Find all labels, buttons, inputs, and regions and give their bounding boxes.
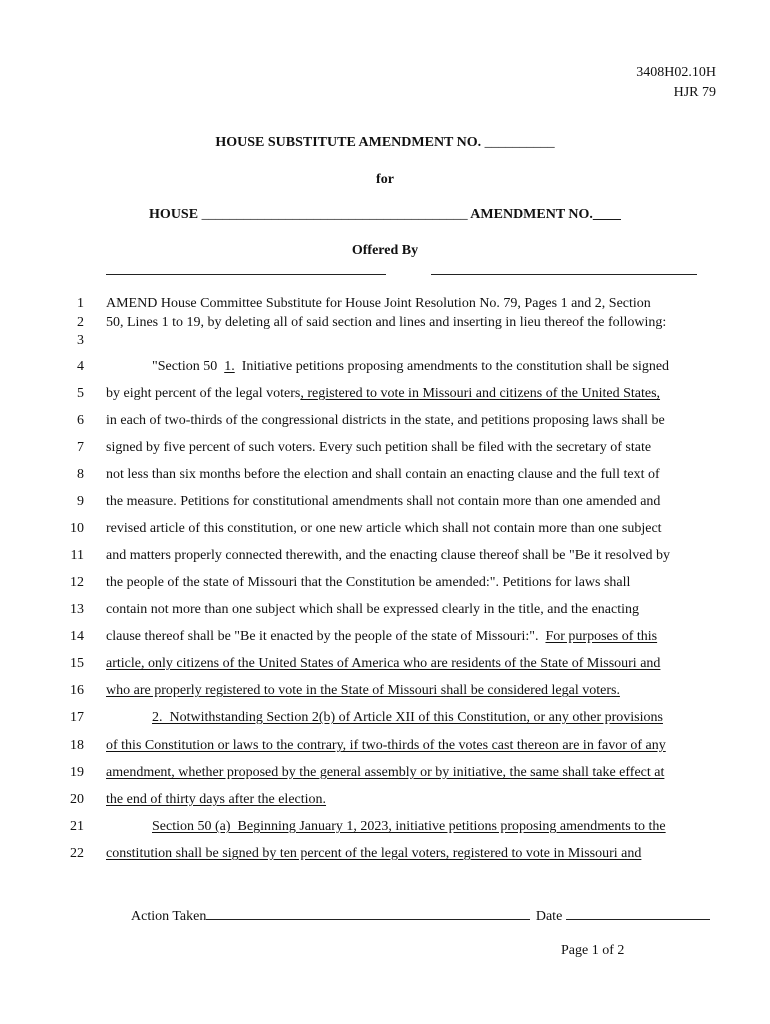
line-text-inserted: 1. <box>224 359 235 374</box>
line-text <box>106 629 657 645</box>
line-text-inserted: of this Constitution or laws to the contrary, if two-thirds of the votes cast thereon are in favor of any <box>106 738 666 753</box>
sponsor-signature-line-left <box>106 262 386 275</box>
line-number: 15 <box>70 656 84 671</box>
line-text: AMEND House Committee Substitute for House Joint Resolution No. 79, Pages 1 and 2, Section <box>106 296 651 311</box>
line-number: 19 <box>70 765 84 780</box>
line-text: the measure. Petitions for constitutional amendments shall not contain more than one amended and <box>106 494 661 509</box>
line-text: 50, Lines 1 to 19, by deleting all of said section and lines and inserting in lieu thereof the following: <box>106 315 667 330</box>
date-label: Date <box>535 909 563 924</box>
line-number: 18 <box>70 738 84 753</box>
line-text <box>152 359 669 375</box>
line-text <box>152 819 666 835</box>
house-blank: ______________________________________ <box>201 207 468 222</box>
line-number: 22 <box>70 846 84 861</box>
line-text <box>106 846 641 862</box>
line-number: 1 <box>77 296 84 311</box>
line-text-inserted: amendment, whether proposed by the general assembly or by initiative, the same shall take effect at <box>106 765 665 780</box>
bill-number: HJR 79 <box>673 85 716 100</box>
line-number: 5 <box>77 386 84 401</box>
line-number: 2 <box>77 315 84 330</box>
line-number: 4 <box>77 359 84 374</box>
line-text <box>106 765 664 781</box>
line-text: signed by five percent of such voters. Every such petition shall be filed with the secretary of state <box>106 440 652 455</box>
line-number: 12 <box>70 575 84 590</box>
line-text-plain: Initiative petitions proposing amendments to the constitution shall be signed <box>234 359 670 374</box>
line-number: 6 <box>77 413 84 428</box>
line-number: 3 <box>77 333 84 348</box>
line-text-inserted: article, only citizens of the United States of America who are residents of the State of Missouri and <box>106 656 661 671</box>
line-text: in each of two-thirds of the congressional districts in the state, and petitions proposing laws shall be <box>106 413 665 428</box>
document-code: 3408H02.10H <box>636 65 716 80</box>
line-number: 10 <box>70 521 84 536</box>
line-number: 20 <box>70 792 84 807</box>
action-taken-row <box>131 907 710 925</box>
line-text <box>106 683 620 699</box>
house-amendment-suffix: AMENDMENT NO.____ <box>470 207 621 222</box>
line-text <box>152 710 663 726</box>
for-line: for <box>376 172 394 187</box>
amendment-title <box>0 135 770 151</box>
line-text <box>106 738 666 754</box>
line-text <box>106 792 326 808</box>
amendment-number-blank: __________ <box>484 135 555 150</box>
line-number: 21 <box>70 819 84 834</box>
line-number: 17 <box>70 710 84 725</box>
line-number: 11 <box>70 548 84 563</box>
page-number: Page 1 of 2 <box>561 943 625 958</box>
line-text: revised article of this constitution, or one new article which shall not contain more than one subject <box>106 521 662 536</box>
line-text-inserted: , registered to vote in Missouri and citizens of the United States, <box>300 386 661 401</box>
line-text-inserted: who are properly registered to vote in the State of Missouri shall be considered legal voters. <box>106 683 620 698</box>
action-taken-label: Action Taken <box>131 909 207 924</box>
line-text <box>106 656 660 672</box>
line-text-plain: clause thereof shall be "Be it enacted by the people of the state of Missouri:". <box>106 629 546 644</box>
action-taken-blank <box>206 907 530 920</box>
line-number: 9 <box>77 494 84 509</box>
line-text-plain: "Section 50 <box>152 359 225 374</box>
house-label: HOUSE <box>149 207 199 222</box>
line-number: 7 <box>77 440 84 455</box>
sponsor-signature-line-right <box>431 262 697 275</box>
house-amendment-line <box>0 207 770 223</box>
line-text: and matters properly connected therewith, and the enacting clause thereof shall be "Be it resolved by <box>106 548 670 563</box>
line-text: the people of the state of Missouri that the Constitution be amended:". Petitions for laws shall <box>106 575 631 590</box>
line-number: 14 <box>70 629 84 644</box>
line-text-inserted: For purposes of this <box>545 629 658 644</box>
line-text: contain not more than one subject which shall be expressed clearly in the title, and the enacting <box>106 602 639 617</box>
line-text-inserted: Section 50 (a) Beginning January 1, 2023, initiative petitions proposing amendments to the <box>152 819 666 834</box>
amendment-title-prefix: HOUSE SUBSTITUTE AMENDMENT NO. <box>215 135 482 150</box>
line-text-inserted: constitution shall be signed by ten percent of the legal voters, registered to vote in Missouri and <box>106 846 642 861</box>
line-text-inserted: 2. Notwithstanding Section 2(b) of Article XII of this Constitution, or any other provisions <box>152 710 663 725</box>
line-text-inserted: the end of thirty days after the election. <box>106 792 327 807</box>
line-number: 8 <box>77 467 84 482</box>
line-number: 16 <box>70 683 84 698</box>
date-blank <box>566 907 710 920</box>
line-text: not less than six months before the election and shall contain an enacting clause and the full text of <box>106 467 660 482</box>
offered-by-label: Offered By <box>351 243 419 258</box>
line-text <box>106 386 660 402</box>
line-number: 13 <box>70 602 84 617</box>
line-text-plain: by eight percent of the legal voters <box>106 386 301 401</box>
